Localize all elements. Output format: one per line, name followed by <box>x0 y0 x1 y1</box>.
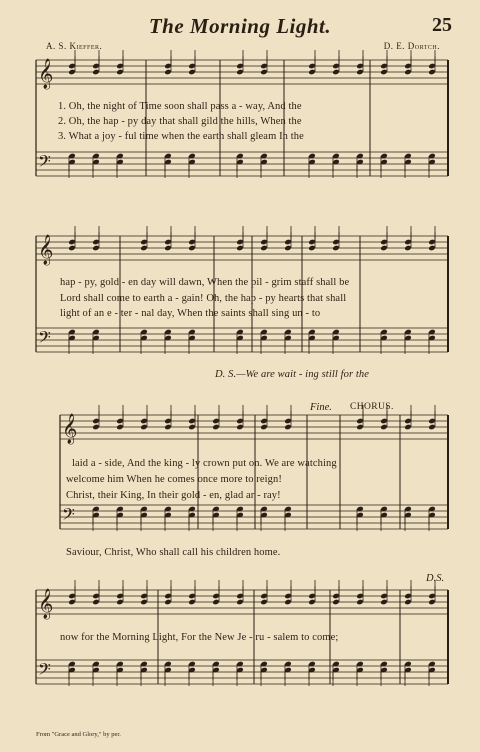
lyric-s3-v1: laid a - side, And the king - ly crown put on. We are watching <box>72 458 337 469</box>
lyric-s3-v3: Christ, their King, In their gold - en, glad ar - ray! <box>66 490 281 501</box>
treble-clef-icon: 𝄞 <box>38 589 54 619</box>
lyric-s2-v1: hap - py, gold - en day will dawn, When the pil - grim staff shall be <box>60 277 350 288</box>
treble-clef-icon: 𝄞 <box>38 59 54 89</box>
ds-lyric: D. S.—We are wait - ing still for the <box>215 369 370 380</box>
hymn-title: The Morning Light. <box>148 14 332 38</box>
bass-clef-icon: 𝄢 <box>38 327 51 351</box>
lyric-s1-v1: 1. Oh, the night of Time soon shall pass a - way, And the <box>58 101 302 112</box>
page-number: 25 <box>432 14 452 36</box>
fine-mark: Fine. <box>310 402 332 413</box>
bass-clef-icon: 𝄢 <box>38 659 51 683</box>
lyric-s2-v3: light of an e - ter - nal day, When the saints shall sing un - to <box>60 308 321 319</box>
bass-clef-icon: 𝄢 <box>38 151 51 175</box>
lyric-s1-v3: 3. What a joy - ful time when the earth shall gleam In the <box>58 131 304 142</box>
lyric-s3-v2: welcome him When he comes once more to reign! <box>66 474 282 485</box>
lyric-s4-v1: now for the Morning Light, For the New Je - ru - salem to come; <box>60 632 339 643</box>
lyricist-credit: A. S. Kieffer. <box>46 41 103 51</box>
lyric-s1-v2: 2. Oh, the hap - py day that shall gild the hills, When the <box>58 116 302 127</box>
source-footnote: From "Grace and Glory," by per. <box>36 731 121 738</box>
chorus-mark: CHORUS. <box>350 402 394 412</box>
bass-clef-icon: 𝄢 <box>62 504 75 528</box>
ds-mark: D.S. <box>426 573 445 584</box>
composer-credit: D. E. Dortch. <box>383 41 440 51</box>
lyric-s3-extra: Saviour, Christ, Who shall call his children home. <box>66 547 281 558</box>
treble-clef-icon: 𝄞 <box>62 414 78 444</box>
lyric-s2-v2: Lord shall come to earth a - gain! Oh, the hap - py hearts that shall <box>60 293 347 304</box>
treble-clef-icon: 𝄞 <box>38 235 54 265</box>
